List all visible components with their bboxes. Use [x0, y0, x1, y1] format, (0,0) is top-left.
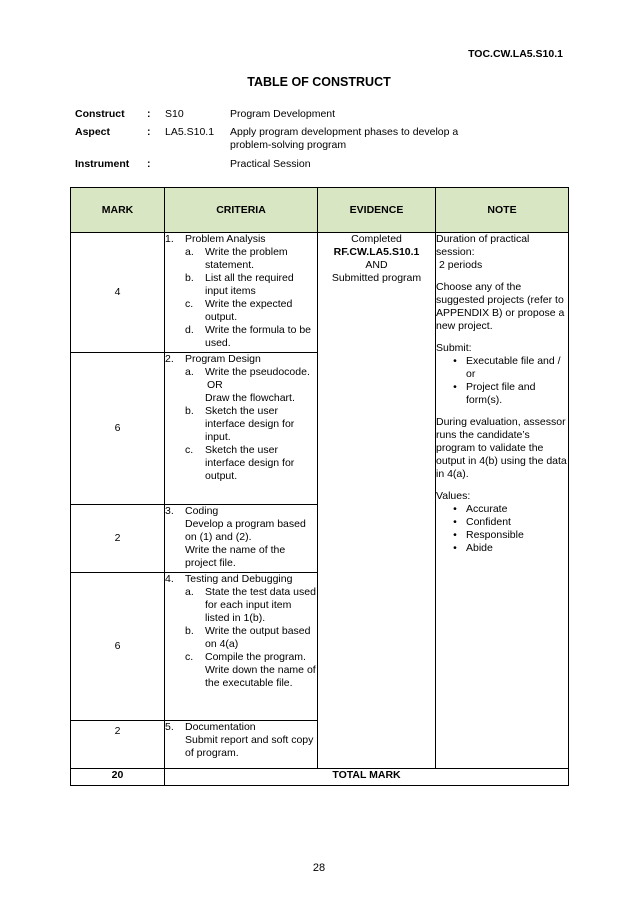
construct-table	[70, 187, 569, 786]
duration-label: Duration of practical session:	[436, 233, 530, 258]
sub-letter: b.	[185, 405, 194, 417]
sub-text: Write the pseudocode.	[205, 366, 310, 378]
value-item: • Accurate	[444, 503, 568, 516]
bullet-icon: •	[453, 503, 457, 515]
instrument-label: Instrument	[75, 158, 130, 170]
sub-letter: c.	[185, 444, 194, 456]
value-item: • Confident	[444, 516, 568, 529]
evidence-cell	[318, 233, 436, 769]
header-criteria: CRITERIA	[165, 188, 318, 233]
sub-letter: c.	[185, 651, 194, 663]
criteria-body: Develop a program based on (1) and (2).	[185, 518, 306, 543]
construct-desc: Program Development	[230, 108, 336, 120]
sub-text: Sketch the user interface design for input.	[205, 405, 295, 443]
total-row	[71, 769, 569, 786]
sub-text: Compile the program.	[205, 651, 306, 663]
criteria-extra: Write down the name of the executable file.	[205, 664, 316, 689]
aspect-label: Aspect	[75, 126, 111, 138]
sub-letter: c.	[185, 298, 194, 310]
construct-code: S10	[165, 108, 184, 120]
sub-text: Write the expected output.	[205, 298, 293, 323]
bullet-icon: •	[453, 381, 457, 393]
evaluation-text: During evaluation, assessor runs the candidate’s program to validate the output in 4(b) using the data in 4(a).	[436, 416, 567, 480]
criteria-number: 2.	[165, 353, 174, 365]
criteria-number: 1.	[165, 233, 174, 245]
page-title: TABLE OF CONSTRUCT	[247, 75, 391, 89]
sub-letter: a.	[185, 366, 194, 378]
construct-label: Construct	[75, 108, 125, 120]
bullet-icon: •	[453, 529, 457, 541]
value-item: • Responsible	[444, 529, 568, 542]
flowchart-text: Draw the flowchart.	[205, 392, 295, 404]
sub-text: Write the problem statement.	[205, 246, 288, 271]
table-row	[71, 233, 569, 353]
sub-letter: b.	[185, 625, 194, 637]
criteria-title: Program Design	[185, 353, 261, 365]
evidence-line: Submitted program	[331, 272, 422, 284]
aspect-code: LA5.S10.1	[165, 126, 215, 138]
or-text: OR	[207, 379, 223, 391]
values-label: Values:	[436, 490, 471, 502]
value-item: • Abide	[444, 542, 568, 555]
sub-letter: a.	[185, 246, 194, 258]
sub-text: Write the formula to be used.	[205, 324, 312, 349]
criteria-cell	[165, 233, 318, 353]
mark-cell: 4	[71, 233, 165, 353]
evidence-reference: RF.CW.LA5.S10.1	[333, 246, 420, 258]
submit-label: Submit:	[436, 342, 472, 354]
bullet-icon: •	[453, 542, 457, 554]
criteria-cell	[165, 353, 318, 505]
mark-cell: 2	[71, 721, 165, 769]
instrument-colon: :	[147, 158, 151, 170]
criteria-body: Submit report and soft copy of program.	[185, 734, 314, 759]
bullet-icon: •	[453, 516, 457, 528]
submit-item: • Executable file and / or	[444, 355, 568, 381]
criteria-cell	[165, 573, 318, 721]
construct-colon: :	[147, 108, 151, 120]
sub-text: State the test data used for each input item listed in 1(b).	[205, 586, 316, 624]
header-note: NOTE	[436, 188, 569, 233]
mark-cell: 2	[71, 505, 165, 573]
page-number: 28	[312, 862, 326, 874]
header-evidence: EVIDENCE	[318, 188, 436, 233]
criteria-title: Documentation	[185, 721, 256, 733]
criteria-number: 4.	[165, 573, 174, 585]
evidence-line: AND	[365, 259, 388, 271]
aspect-desc: Apply program development phases to develop a problem-solving program	[230, 126, 459, 151]
aspect-colon: :	[147, 126, 151, 138]
total-label: TOTAL MARK	[165, 769, 569, 786]
sub-letter: a.	[185, 586, 194, 598]
table-header-row	[71, 188, 569, 233]
bullet-icon: •	[453, 355, 457, 367]
criteria-title: Testing and Debugging	[185, 573, 293, 585]
header-mark: MARK	[71, 188, 165, 233]
total-mark: 20	[71, 769, 165, 786]
document-code: TOC.CW.LA5.S10.1	[468, 48, 563, 60]
criteria-body: Write the name of the project file.	[185, 544, 286, 569]
choose-project-text: Choose any of the suggested projects (refer to APPENDIX B) or propose a new project.	[436, 281, 565, 332]
criteria-cell	[165, 721, 318, 769]
mark-cell: 6	[71, 573, 165, 721]
criteria-number: 5.	[165, 721, 174, 733]
submit-item: • Project file and form(s).	[444, 381, 568, 407]
criteria-cell	[165, 505, 318, 573]
evidence-line: Completed	[351, 233, 402, 245]
sub-text: List all the required input items	[205, 272, 294, 297]
sub-text: Sketch the user interface design for output.	[205, 444, 295, 482]
sub-letter: d.	[185, 324, 194, 336]
sub-text: Write the output based on 4(a)	[205, 625, 311, 650]
mark-cell: 6	[71, 353, 165, 505]
note-cell	[436, 233, 569, 769]
criteria-title: Coding	[185, 505, 219, 517]
sub-letter: b.	[185, 272, 194, 284]
duration-value: 2 periods	[439, 259, 483, 271]
criteria-title: Problem Analysis	[185, 233, 266, 245]
criteria-number: 3.	[165, 505, 174, 517]
instrument-desc: Practical Session	[230, 158, 311, 170]
